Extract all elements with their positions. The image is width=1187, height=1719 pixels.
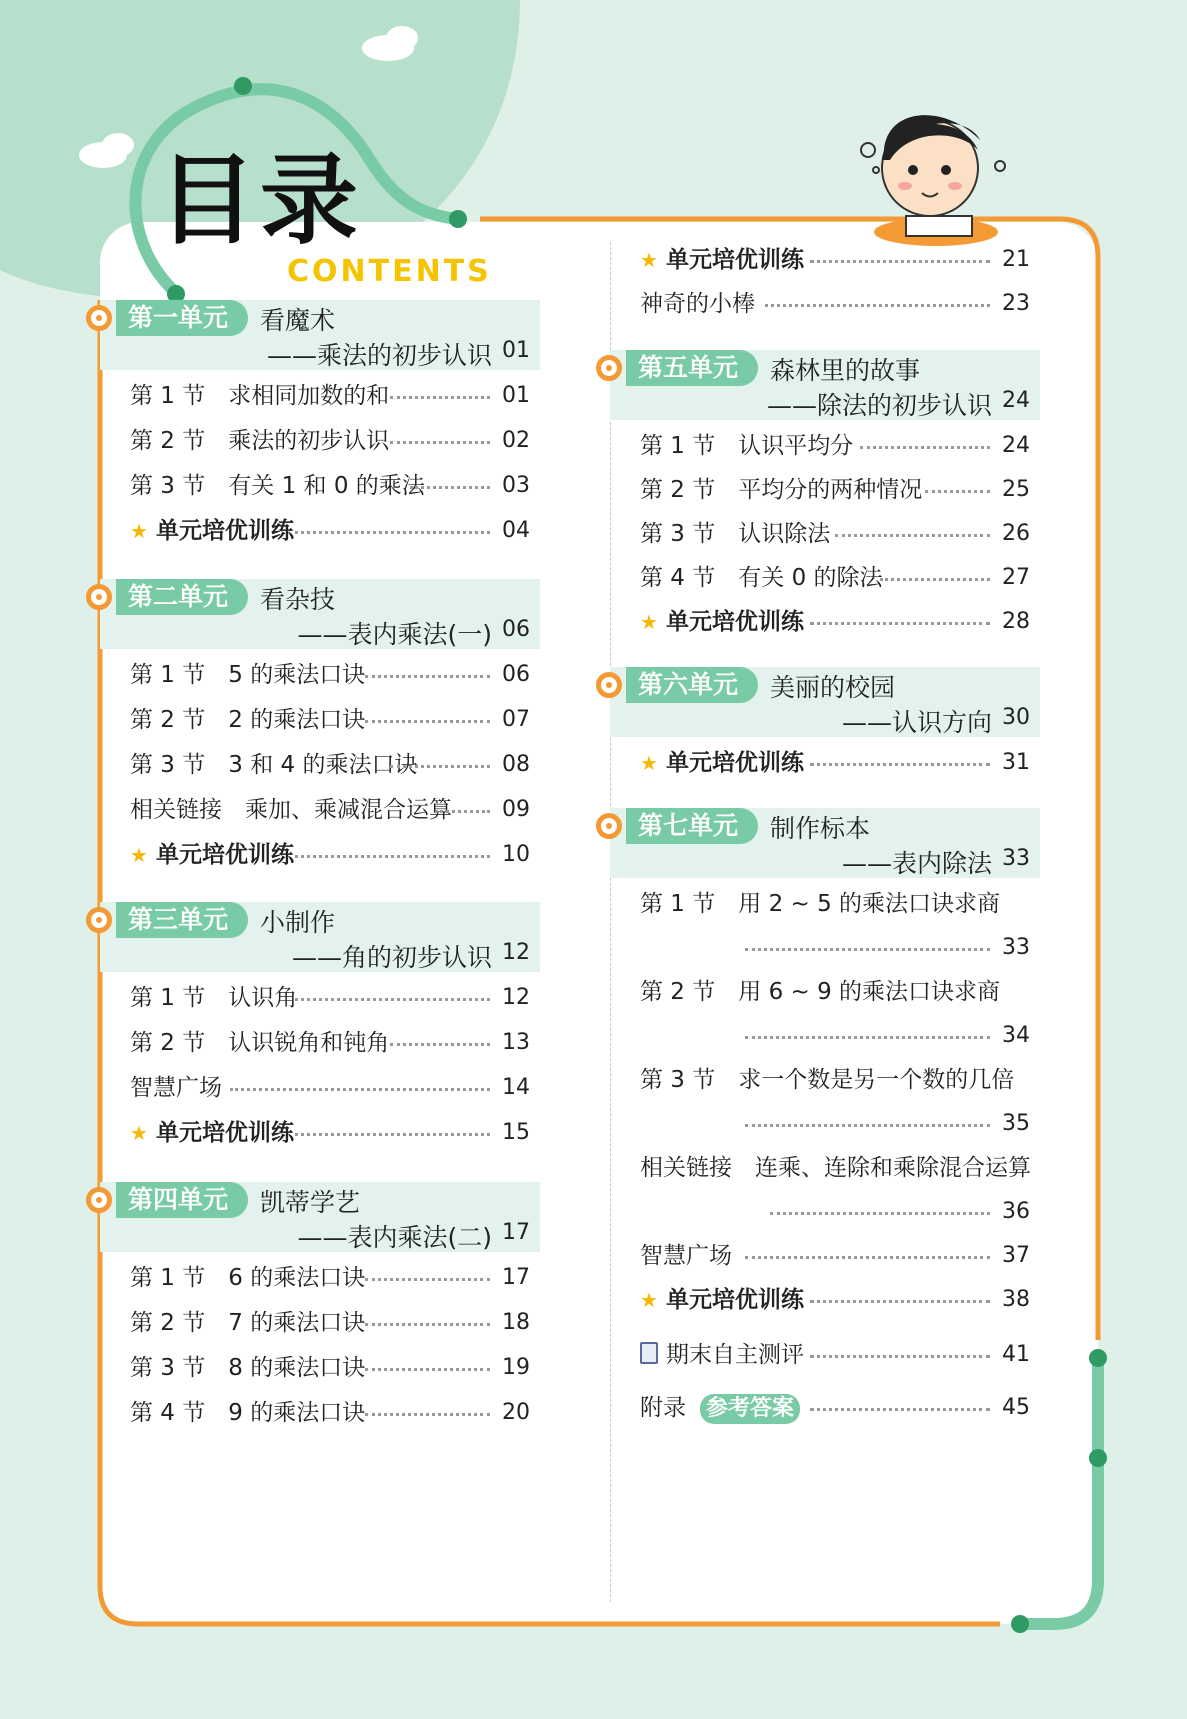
toc-entry-continuation bbox=[610, 930, 1040, 966]
toc-entry[interactable] bbox=[100, 980, 540, 1016]
entry-label bbox=[640, 516, 830, 552]
entry-label bbox=[130, 1305, 365, 1341]
toc-entry[interactable] bbox=[100, 1395, 540, 1431]
unit-name: 制作标本 bbox=[770, 814, 871, 843]
entry-label bbox=[640, 604, 804, 640]
training-entry[interactable] bbox=[610, 242, 1040, 278]
entry-text: 单元培优训练 bbox=[665, 247, 804, 273]
dot-leader bbox=[390, 441, 490, 444]
document-icon bbox=[640, 1342, 658, 1364]
entry-text: 第 3 节 8 的乘法口诀 bbox=[130, 1355, 366, 1381]
entry-label bbox=[130, 980, 297, 1016]
toc-entry[interactable] bbox=[100, 1070, 540, 1106]
page-number: 09 bbox=[502, 797, 530, 822]
toc-entry[interactable] bbox=[100, 657, 540, 693]
toc-entry[interactable] bbox=[610, 1337, 1040, 1373]
right-column bbox=[610, 222, 1098, 1624]
unit-header[interactable] bbox=[100, 300, 540, 370]
entry-text: 第 3 节 3 和 4 的乘法口诀 bbox=[130, 752, 418, 778]
training-entry[interactable] bbox=[100, 513, 540, 549]
page-number: 15 bbox=[502, 1120, 530, 1145]
unit-header[interactable] bbox=[100, 579, 540, 649]
dot-leader bbox=[365, 675, 490, 678]
dot-leader bbox=[835, 534, 990, 537]
page-number: 23 bbox=[1002, 291, 1030, 316]
entry-label bbox=[130, 747, 417, 783]
dot-leader bbox=[925, 490, 990, 493]
unit-name: 小制作 bbox=[260, 908, 336, 937]
entry-label bbox=[130, 792, 452, 828]
entry-label bbox=[640, 1238, 732, 1274]
dot-leader bbox=[390, 1043, 490, 1046]
page-number: 13 bbox=[502, 1030, 530, 1055]
unit-marker-icon bbox=[86, 584, 112, 610]
toc-entry[interactable] bbox=[610, 516, 1040, 552]
dot-leader bbox=[810, 1300, 990, 1303]
entry-label bbox=[640, 286, 755, 322]
page-number: 03 bbox=[502, 473, 530, 498]
page-number: 08 bbox=[502, 752, 530, 777]
dot-leader bbox=[295, 531, 490, 534]
page-number: 01 bbox=[502, 338, 530, 363]
entry-text: 单元培优训练 bbox=[155, 1120, 294, 1146]
toc-entry[interactable] bbox=[100, 1350, 540, 1386]
toc-entry[interactable] bbox=[100, 792, 540, 828]
dot-leader bbox=[365, 1278, 490, 1281]
page-number: 18 bbox=[502, 1310, 530, 1335]
dot-leader bbox=[810, 260, 990, 263]
page-number: 04 bbox=[502, 518, 530, 543]
entry-text: 智慧广场 bbox=[640, 1243, 732, 1269]
unit-badge: 第三单元 bbox=[116, 902, 248, 938]
star-icon: ★ bbox=[130, 519, 148, 543]
dot-leader bbox=[745, 1124, 990, 1127]
page-number: 45 bbox=[1002, 1395, 1030, 1420]
page-title: 目录 bbox=[158, 144, 363, 258]
toc-card bbox=[100, 222, 1098, 1624]
entry-text: 第 4 节 9 的乘法口诀 bbox=[130, 1400, 366, 1426]
toc-entry[interactable] bbox=[100, 378, 540, 414]
unit-subtitle: ——表内乘法(二) bbox=[297, 1223, 492, 1252]
page-number: 27 bbox=[1002, 565, 1030, 590]
toc-entry[interactable] bbox=[610, 1238, 1040, 1274]
entry-text: 智慧广场 bbox=[130, 1075, 222, 1101]
dot-leader bbox=[295, 855, 490, 858]
entry-label bbox=[640, 242, 804, 278]
unit-header[interactable] bbox=[610, 667, 1040, 737]
page-number: 26 bbox=[1002, 521, 1030, 546]
unit-marker-icon bbox=[86, 305, 112, 331]
page-number: 31 bbox=[1002, 750, 1030, 775]
dot-leader bbox=[365, 1413, 490, 1416]
entry-text: 第 1 节 求相同加数的和 bbox=[130, 383, 390, 409]
entry-text: 第 4 节 有关 0 的除法 bbox=[640, 565, 883, 591]
entry-text: 第 2 节 认识锐角和钝角 bbox=[130, 1030, 390, 1056]
unit-header[interactable] bbox=[100, 902, 540, 972]
toc-entry[interactable] bbox=[100, 702, 540, 738]
entry-text: 第 2 节 2 的乘法口诀 bbox=[130, 707, 366, 733]
entry-label bbox=[640, 560, 883, 596]
page-number: 12 bbox=[502, 940, 530, 965]
training-entry[interactable] bbox=[610, 1282, 1040, 1318]
entry-label bbox=[640, 472, 922, 508]
unit-name: 凯蒂学艺 bbox=[260, 1188, 361, 1217]
unit-name: 看杂技 bbox=[260, 585, 336, 614]
dot-leader bbox=[745, 1036, 990, 1039]
page-number: 41 bbox=[1002, 1342, 1030, 1367]
page-number: 33 bbox=[1002, 846, 1030, 871]
page-number: 30 bbox=[1002, 705, 1030, 730]
dot-leader bbox=[880, 578, 990, 581]
page-number: 33 bbox=[1002, 935, 1030, 960]
page-number: 37 bbox=[1002, 1243, 1030, 1268]
page-number: 38 bbox=[1002, 1287, 1030, 1312]
entry-text: 期末自主测评 bbox=[666, 1342, 804, 1368]
entry-label bbox=[640, 1337, 804, 1373]
entry-label bbox=[130, 468, 425, 504]
page-number: 28 bbox=[1002, 609, 1030, 634]
training-entry[interactable] bbox=[100, 1115, 540, 1151]
entry-label bbox=[130, 1025, 389, 1061]
toc-entry[interactable] bbox=[610, 1062, 1040, 1098]
page-number: 35 bbox=[1002, 1111, 1030, 1136]
entry-label bbox=[130, 1070, 222, 1106]
unit-subtitle: ——认识方向 bbox=[841, 708, 992, 737]
training-entry[interactable] bbox=[610, 745, 1040, 781]
dot-leader bbox=[295, 1133, 490, 1136]
toc-entry-continuation bbox=[610, 1018, 1040, 1054]
page-number: 17 bbox=[502, 1220, 530, 1245]
star-icon: ★ bbox=[130, 1121, 148, 1145]
answer-key-tag: 参考答案 bbox=[700, 1394, 800, 1424]
toc-entry[interactable] bbox=[610, 560, 1040, 596]
toc-entry[interactable] bbox=[610, 428, 1040, 464]
unit-badge: 第一单元 bbox=[116, 300, 248, 336]
entry-label bbox=[130, 1350, 365, 1386]
unit-header[interactable] bbox=[610, 808, 1040, 878]
entry-text: 单元培优训练 bbox=[665, 750, 804, 776]
page-number: 25 bbox=[1002, 477, 1030, 502]
star-icon: ★ bbox=[640, 1288, 658, 1312]
training-entry[interactable] bbox=[610, 604, 1040, 640]
entry-label: 第 2 节 用 6 ~ 9 的乘法口诀求商 bbox=[640, 979, 1001, 1005]
page-number: 07 bbox=[502, 707, 530, 732]
dot-leader bbox=[810, 1355, 990, 1358]
entry-text: 第 1 节 认识平均分 bbox=[640, 433, 854, 459]
dot-leader bbox=[410, 486, 490, 489]
left-column bbox=[100, 222, 620, 1624]
dot-leader bbox=[810, 622, 990, 625]
toc-entry[interactable] bbox=[100, 747, 540, 783]
dot-leader bbox=[435, 810, 490, 813]
unit-marker-icon bbox=[596, 672, 622, 698]
entry-label bbox=[640, 1390, 800, 1426]
entry-label bbox=[130, 837, 294, 873]
unit-badge: 第四单元 bbox=[116, 1182, 248, 1218]
entry-label: 相关链接 连乘、连除和乘除混合运算 bbox=[640, 1155, 1031, 1181]
entry-label bbox=[130, 1260, 365, 1296]
toc-entry[interactable] bbox=[610, 1150, 1040, 1186]
dot-leader bbox=[745, 1256, 990, 1259]
entry-text: 第 1 节 5 的乘法口诀 bbox=[130, 662, 366, 688]
entry-label bbox=[130, 702, 365, 738]
toc-entry[interactable] bbox=[610, 974, 1040, 1010]
unit-subtitle: ——角的初步认识 bbox=[291, 943, 492, 972]
entry-text: 第 1 节 认识角 bbox=[130, 985, 298, 1011]
entry-text: 第 2 节 乘法的初步认识 bbox=[130, 428, 390, 454]
page-number: 24 bbox=[1002, 388, 1030, 413]
dot-leader bbox=[365, 1368, 490, 1371]
toc-entry-continuation bbox=[610, 1194, 1040, 1230]
entry-label bbox=[130, 423, 389, 459]
unit-name: 美丽的校园 bbox=[770, 673, 896, 702]
dot-leader bbox=[390, 765, 490, 768]
page-number: 34 bbox=[1002, 1023, 1030, 1048]
page-number: 14 bbox=[502, 1075, 530, 1100]
unit-name: 看魔术 bbox=[260, 306, 336, 335]
entry-label bbox=[640, 745, 804, 781]
entry-label bbox=[130, 1395, 365, 1431]
unit-marker-icon bbox=[596, 355, 622, 381]
page-number: 06 bbox=[502, 617, 530, 642]
toc-entry[interactable] bbox=[610, 1390, 1040, 1426]
entry-label bbox=[130, 1115, 294, 1151]
page-number: 10 bbox=[502, 842, 530, 867]
star-icon: ★ bbox=[130, 843, 148, 867]
entry-text: 单元培优训练 bbox=[665, 1287, 804, 1313]
entry-label bbox=[640, 1282, 804, 1318]
star-icon: ★ bbox=[640, 610, 658, 634]
dot-leader bbox=[365, 1323, 490, 1326]
toc-entry[interactable] bbox=[100, 468, 540, 504]
entry-label: 第 3 节 求一个数是另一个数的几倍 bbox=[640, 1067, 1015, 1093]
dot-leader bbox=[230, 1088, 490, 1091]
page-number: 06 bbox=[502, 662, 530, 687]
entry-text: 第 1 节 6 的乘法口诀 bbox=[130, 1265, 366, 1291]
page-subtitle: CONTENTS bbox=[287, 254, 492, 289]
unit-badge: 第二单元 bbox=[116, 579, 248, 615]
entry-text: 单元培优训练 bbox=[665, 609, 804, 635]
unit-name: 森林里的故事 bbox=[770, 356, 921, 385]
entry-text: 第 2 节 7 的乘法口诀 bbox=[130, 1310, 366, 1336]
unit-subtitle: ——表内乘法(一) bbox=[297, 620, 492, 649]
dot-leader bbox=[810, 763, 990, 766]
page-number: 17 bbox=[502, 1265, 530, 1290]
entry-label bbox=[640, 428, 853, 464]
page-number: 24 bbox=[1002, 433, 1030, 458]
training-entry[interactable] bbox=[100, 837, 540, 873]
unit-subtitle: ——表内除法 bbox=[841, 849, 992, 878]
unit-subtitle: ——乘法的初步认识 bbox=[266, 341, 492, 370]
page-number: 01 bbox=[502, 383, 530, 408]
page-number: 20 bbox=[502, 1400, 530, 1425]
dot-leader bbox=[745, 948, 990, 951]
star-icon: ★ bbox=[640, 248, 658, 272]
dot-leader bbox=[365, 720, 490, 723]
entry-label bbox=[130, 378, 389, 414]
unit-badge: 第五单元 bbox=[626, 350, 758, 386]
entry-label bbox=[130, 513, 294, 549]
dot-leader bbox=[770, 1212, 990, 1215]
entry-label: 第 1 节 用 2 ~ 5 的乘法口诀求商 bbox=[640, 891, 1001, 917]
dot-leader bbox=[295, 998, 490, 1001]
unit-badge: 第七单元 bbox=[626, 808, 758, 844]
entry-text: 附录 bbox=[640, 1395, 686, 1421]
unit-marker-icon bbox=[86, 1187, 112, 1213]
toc-entry[interactable] bbox=[610, 286, 1040, 322]
toc-entry[interactable] bbox=[100, 423, 540, 459]
entry-text: 神奇的小棒 bbox=[640, 291, 755, 317]
unit-marker-icon bbox=[86, 907, 112, 933]
unit-marker-icon bbox=[596, 813, 622, 839]
unit-subtitle: ——除法的初步认识 bbox=[766, 391, 992, 420]
toc-entry[interactable] bbox=[100, 1260, 540, 1296]
toc-entry-continuation bbox=[610, 1106, 1040, 1142]
page-number: 02 bbox=[502, 428, 530, 453]
page-number: 19 bbox=[502, 1355, 530, 1380]
page-number: 36 bbox=[1002, 1199, 1030, 1224]
entry-text: 相关链接 乘加、乘减混合运算 bbox=[130, 797, 452, 823]
entry-text: 单元培优训练 bbox=[155, 842, 294, 868]
toc-entry[interactable] bbox=[610, 886, 1040, 922]
dot-leader bbox=[765, 304, 990, 307]
entry-text: 第 3 节 认识除法 bbox=[640, 521, 831, 547]
entry-text: 单元培优训练 bbox=[155, 518, 294, 544]
toc-entry[interactable] bbox=[100, 1025, 540, 1061]
unit-header[interactable] bbox=[100, 1182, 540, 1252]
page-number: 12 bbox=[502, 985, 530, 1010]
unit-badge: 第六单元 bbox=[626, 667, 758, 703]
star-icon: ★ bbox=[640, 751, 658, 775]
dot-leader bbox=[390, 396, 490, 399]
unit-header[interactable] bbox=[610, 350, 1040, 420]
entry-text: 第 2 节 平均分的两种情况 bbox=[640, 477, 923, 503]
dot-leader bbox=[860, 446, 990, 449]
entry-text: 第 3 节 有关 1 和 0 的乘法 bbox=[130, 473, 425, 499]
dot-leader bbox=[810, 1408, 990, 1411]
page-number: 21 bbox=[1002, 247, 1030, 272]
toc-entry[interactable] bbox=[100, 1305, 540, 1341]
toc-entry[interactable] bbox=[610, 472, 1040, 508]
entry-label bbox=[130, 657, 365, 693]
